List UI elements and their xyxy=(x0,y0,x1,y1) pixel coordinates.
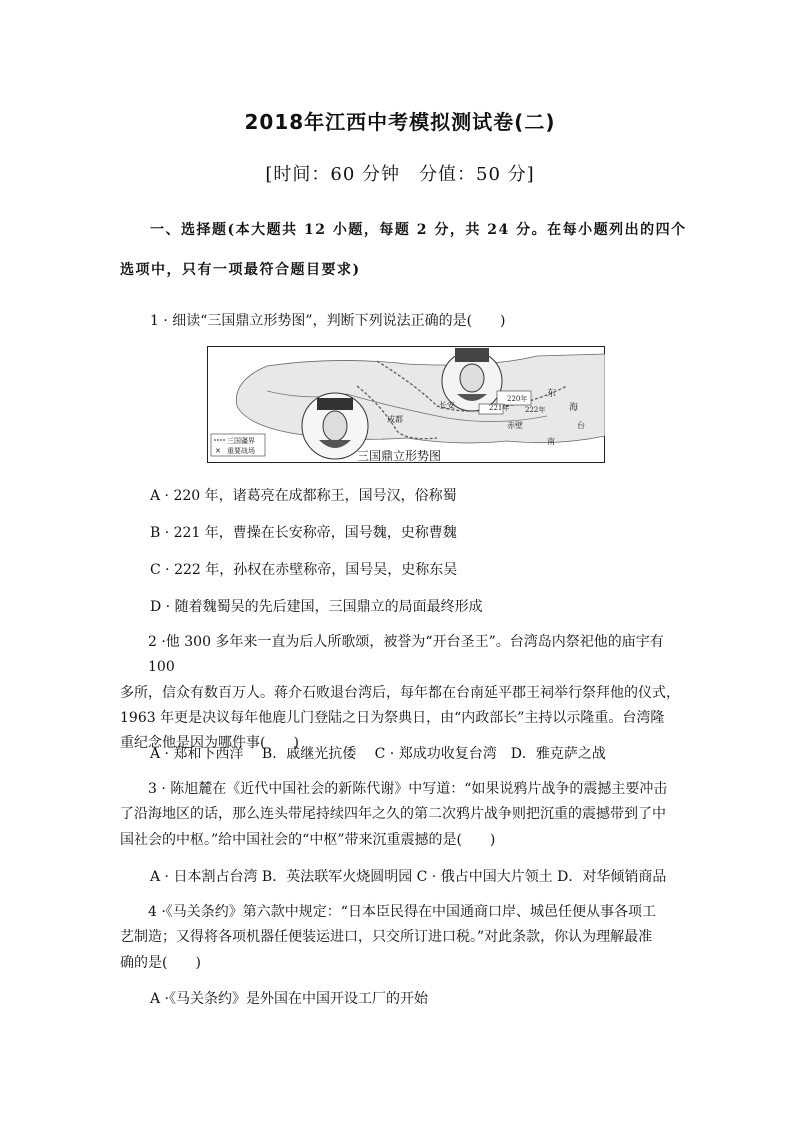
question-2-stem xyxy=(120,630,685,756)
three-kingdoms-map xyxy=(207,346,605,463)
svg-text:✕: ✕ xyxy=(215,447,221,455)
question-4-line-2: 艺制造；又得将各项机器任便装运进口，只交所订进口税。”对此条款，你认为理解最准 xyxy=(120,929,653,946)
section-heading-line-1: 一、选择题(本大题共 12 小题，每题 2 分，共 24 分。在每小题列出的四个 xyxy=(150,222,687,238)
exam-meta: [时间：60 分钟 分值：50 分] xyxy=(265,164,535,185)
question-2-options: A · 郑和下西洋 B．戚继光抗倭 C · 郑成功收复台湾 D．雅克萨之战 xyxy=(150,746,606,762)
map-label-222: 222年 xyxy=(525,406,546,414)
question-1-option-a: A · 220 年，诸葛亮在成都称王，国号汉，俗称蜀 xyxy=(150,488,457,504)
question-4-line-1: 4 ·《马关条约》第六款中规定：“日本臣民得在中国通商口岸、城邑任便从事各项工 xyxy=(148,904,656,920)
page-title: 2018年江西中考模拟测试卷(二) xyxy=(244,110,556,134)
question-3-line-2: 了沿海地区的话，那么连头带尾持续四年之久的第二次鸦片战争则把沉重的震撼带到了中 xyxy=(120,806,666,823)
map-caption: 三国鼎立形势图 xyxy=(357,449,442,463)
map-label-east: 东 xyxy=(547,389,557,399)
map-label-changan: 长安 xyxy=(439,401,455,410)
question-3-line-3: 国社会的中枢。”给中国社会的“中枢”带来沉重震撼的是( ) xyxy=(120,831,496,848)
question-2-line-3: 1963 年更是决议每年他鹿儿门登陆之日为祭典日，由“内政部长”主持以示隆重。台湾隆 xyxy=(120,709,665,726)
question-1-option-b: B · 221 年，曹操在长安称帝，国号魏，史称曹魏 xyxy=(150,525,457,541)
map-label-220: 220年 xyxy=(507,395,528,403)
map-legend xyxy=(211,434,265,456)
question-4-line-3: 确的是( ) xyxy=(120,954,201,971)
question-1-option-c: C · 222 年，孙权在赤壁称帝，国号吴，史称东吴 xyxy=(150,562,458,578)
question-3-line-1: 3 · 陈旭麓在《近代中国社会的新陈代谢》中写道：“如果说鸦片战争的震撼主要冲击 xyxy=(148,781,668,797)
map-label-221: 221年 xyxy=(489,404,510,412)
question-1-stem: 1 · 细读“三国鼎立形势图”，判断下列说法正确的是( ) xyxy=(150,313,506,329)
map-label-south: 南 xyxy=(547,437,555,446)
question-4-option-a: A ·《马关条约》是外国在中国开设工厂的开始 xyxy=(150,991,429,1007)
legend-border-label: 三国疆界 xyxy=(227,437,255,445)
legend-battle-label: 重要战场 xyxy=(227,447,255,455)
map-label-chengdu: 成都 xyxy=(387,415,403,424)
question-2-line-4: 重纪念他是因为哪件事( ) xyxy=(120,735,299,752)
question-4-stem xyxy=(120,900,685,976)
question-3-options: A · 日本割占台湾 B．英法联军火烧圆明园 C · 俄占中国大片领土 D．对华倾销商品 xyxy=(150,869,667,885)
map-label-taiwan: 台 xyxy=(577,421,585,430)
question-3-stem xyxy=(120,777,685,853)
map-label-sea: 海 xyxy=(569,403,579,413)
section-heading-line-2: 选项中，只有一项最符合题目要求) xyxy=(120,262,361,278)
question-1-option-d: D · 随着魏蜀吴的先后建国，三国鼎立的局面最终形成 xyxy=(150,599,483,615)
question-2-line-2: 多所，信众有数百万人。蒋介石败退台湾后，每年都在台南延平郡王祠举行祭拜他的仪式， xyxy=(120,684,680,701)
map-label-chibi: 赤壁 xyxy=(507,421,523,430)
question-2-line-1: 2 ·他 300 多年来一直为后人所歌颂，被誉为“开台圣王”。台湾岛内祭祀他的庙宇有 100 xyxy=(148,634,664,676)
